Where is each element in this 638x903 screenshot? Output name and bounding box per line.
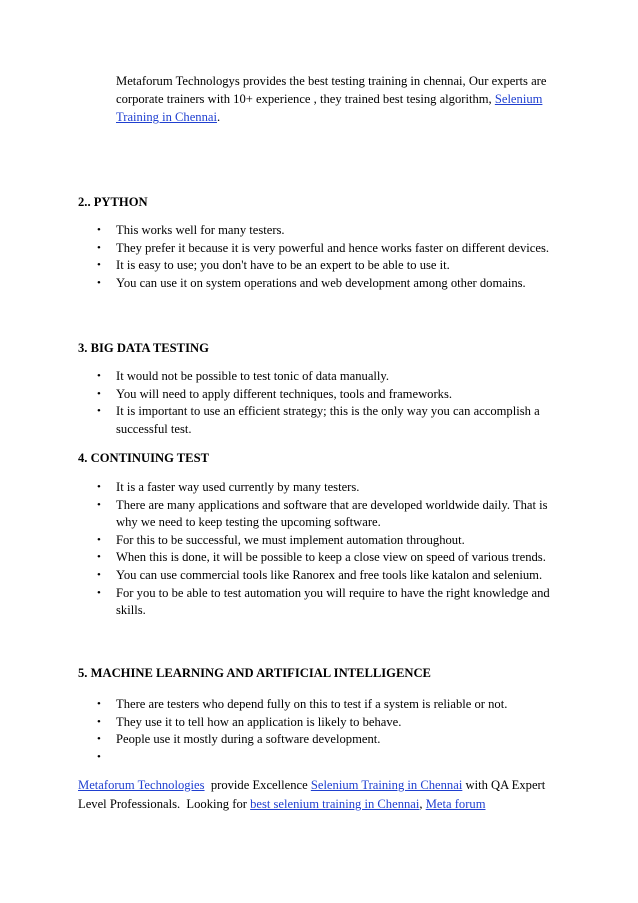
bullet-icon: • xyxy=(97,276,101,289)
intro-paragraph xyxy=(116,72,556,126)
selenium-training-link[interactable]: Selenium Training in Chennai xyxy=(116,92,543,124)
bullet-icon: • xyxy=(97,224,101,236)
footer-paragraph xyxy=(78,776,568,814)
bullet-icon: • xyxy=(97,533,101,546)
footer-text: with QA Expert Level Professionals. Looking for xyxy=(78,778,549,811)
bullet-icon: • xyxy=(97,387,101,400)
list-item: • For this to be successful, we must implement automation throughout. xyxy=(78,532,558,550)
list-item: • There are testers who depend fully on this to test if a system is reliable or not. xyxy=(78,696,558,714)
list-item: • You will need to apply different techniques, tools and frameworks. xyxy=(78,386,558,404)
continuing-test-list xyxy=(78,479,558,620)
footer-text: , xyxy=(419,797,426,811)
intro-text: Metaforum Technologys provides the best testing training in chennai, Our experts are corporate trainers with 10+ experience , they trained best tesing algorithm, xyxy=(116,74,547,106)
bullet-icon: • xyxy=(97,698,101,710)
meta-forum-link[interactable]: Meta forum xyxy=(425,797,486,811)
list-item: • It is easy to use; you don't have to be an expert to be able to use it. xyxy=(78,257,558,275)
bullet-icon: • xyxy=(97,481,101,493)
bullet-icon: • xyxy=(97,551,101,564)
intro-text-end: . xyxy=(216,110,221,124)
list-item: • People use it mostly during a software development. xyxy=(78,731,558,749)
list-item: • They prefer it because it is very powerful and hence works faster on different devices. xyxy=(78,240,558,258)
bullet-icon: • xyxy=(97,715,101,728)
section-heading-continuing-test: 4. CONTINUING TEST xyxy=(78,451,209,465)
list-item: • It would not be possible to test tonic of data manually. xyxy=(78,368,558,386)
list-item: • You can use it on system operations and web development among other domains. xyxy=(78,275,558,293)
section-heading-big-data: 3. BIG DATA TESTING xyxy=(78,341,209,355)
bullet-icon: • xyxy=(97,750,101,763)
bullet-icon: • xyxy=(97,568,101,581)
metaforum-technologies-link[interactable]: Metaforum Technologies xyxy=(78,778,205,792)
list-item: • It is important to use an efficient strategy; this is the only way you can accomplish a successful test. xyxy=(97,404,540,436)
bullet-icon: • xyxy=(97,498,101,511)
bullet-icon: • xyxy=(97,370,101,382)
bullet-icon: • xyxy=(97,586,101,599)
list-item: • This works well for many testers. xyxy=(78,222,558,240)
bullet-icon: • xyxy=(97,259,101,272)
bullet-icon: • xyxy=(97,405,101,418)
section-heading-ml-ai: 5. MACHINE LEARNING AND ARTIFICIAL INTELLIGENCE xyxy=(78,666,431,680)
list-item: • You can use commercial tools like Ranorex and free tools like katalon and selenium. xyxy=(78,567,558,585)
python-list xyxy=(78,222,558,292)
best-selenium-training-link[interactable]: best selenium training in Chennai xyxy=(250,797,420,811)
list-item: • It is a faster way used currently by many testers. xyxy=(78,479,558,497)
bullet-icon: • xyxy=(97,241,101,254)
selenium-training-chennai-link[interactable]: Selenium Training in Chennai xyxy=(310,778,463,792)
ml-ai-list xyxy=(78,696,558,766)
footer-text: provide Excellence xyxy=(204,778,311,792)
section-heading-python: 2.. PYTHON xyxy=(78,195,148,209)
list-item xyxy=(78,749,558,767)
list-item: • When this is done, it will be possible to keep a close view on speed of various trends. xyxy=(78,549,558,567)
list-item: • For you to be able to test automation you will require to have the right knowledge and skills. xyxy=(97,585,550,618)
list-item: • There are many applications and software that are developed worldwide daily. That is why we need to keep testing the upcoming software. xyxy=(97,497,548,530)
list-item: • They use it to tell how an application is likely to behave. xyxy=(78,714,558,732)
big-data-list xyxy=(78,368,558,438)
bullet-icon: • xyxy=(97,733,101,746)
